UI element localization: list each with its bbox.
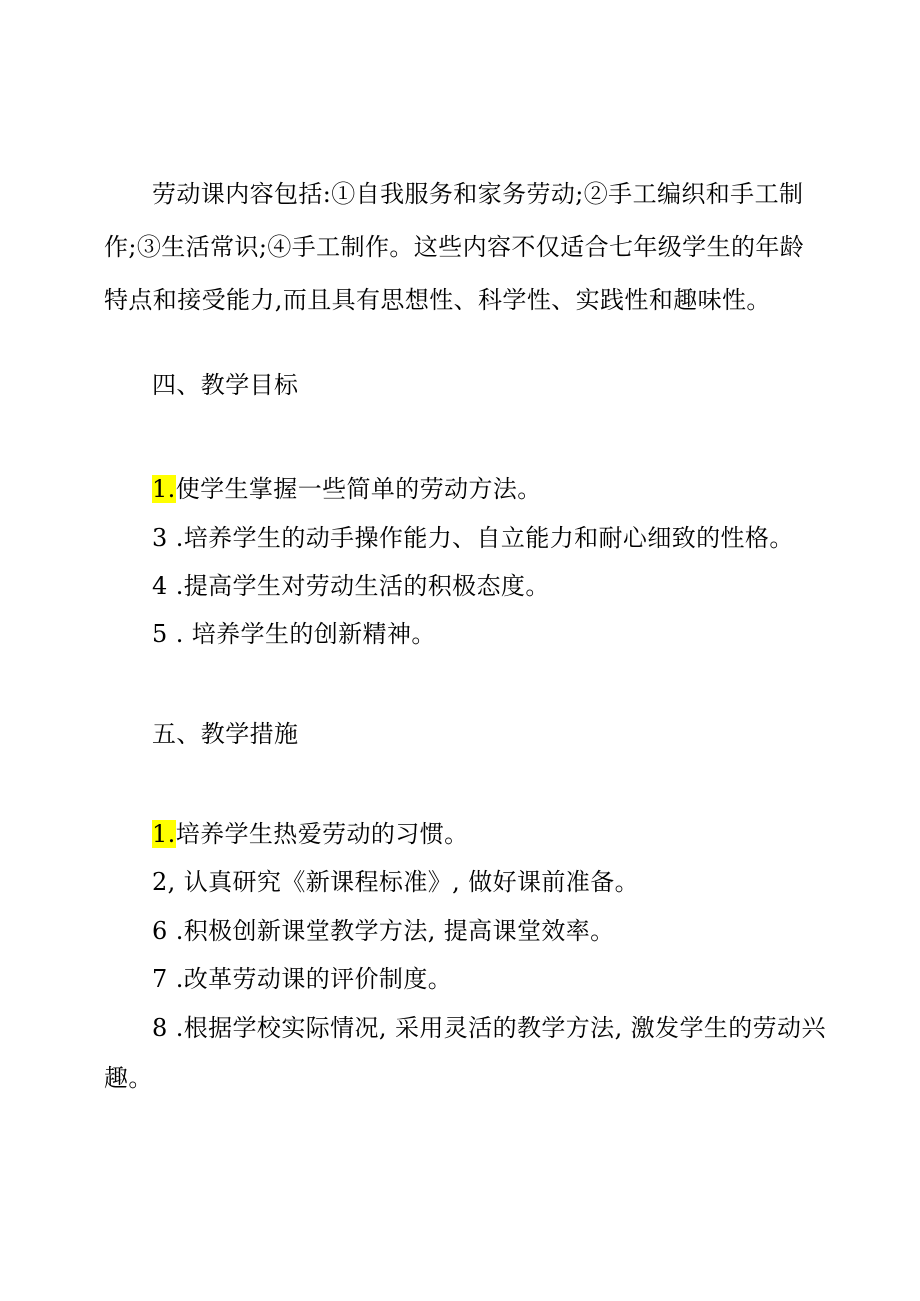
measure-item-number: 8 [152,1014,168,1042]
measure-item-8 [152,1011,826,1045]
measure-item-7 [152,962,452,996]
goal-item-5 [152,617,436,651]
measure-item-text: .改革劳动课的评价制度。 [167,965,453,993]
goal-item-number: 5 [152,620,168,648]
measure-item-text: 认真研究《新课程标准》, 做好课前准备。 [175,868,639,896]
goal-item-text: .提高学生对劳动生活的积极态度。 [167,572,550,600]
measure-item-1 [152,817,469,851]
goal-item-text: . 培养学生的创新精神。 [167,620,436,648]
measure-item-2 [152,865,639,899]
measure-item-6 [152,914,615,948]
highlighted-number: 1. [152,820,176,848]
measure-item-text: 培养学生热爱劳动的习惯。 [175,820,469,848]
section-4-heading: 四、教学目标 [152,371,299,399]
goal-item-1 [152,472,542,506]
measure-item-number: 2, [152,868,176,896]
goal-item-text: 使学生掌握一些简单的劳动方法。 [175,475,542,503]
goal-item-4 [152,569,550,603]
measure-item-8-continuation: 趣。 [104,1064,153,1092]
intro-paragraph: 劳动课内容包括:①自我服务和家务劳动;②手工编织和手工制作;③生活常识;④手工制作。这些内容不仅适合七年级学生的年龄特点和接受能力,而且具有思想性、科学性、实践性和趣味性。 [104,180,805,314]
section-5-heading: 五、教学措施 [152,720,299,748]
goal-item-number: 4 [152,572,168,600]
goal-item-text: .培养学生的动手操作能力、自立能力和耐心细致的性格。 [167,524,794,552]
measure-item-text: .积极创新课堂教学方法, 提高课堂效率。 [167,917,615,945]
goal-item-3 [152,521,794,555]
measure-item-number: 7 [152,965,168,993]
measure-item-text: .根据学校实际情况, 采用灵活的教学方法, 激发学生的劳动兴 [167,1014,826,1042]
goal-item-number: 3 [152,524,168,552]
highlighted-number: 1. [152,475,176,503]
measure-item-number: 6 [152,917,168,945]
